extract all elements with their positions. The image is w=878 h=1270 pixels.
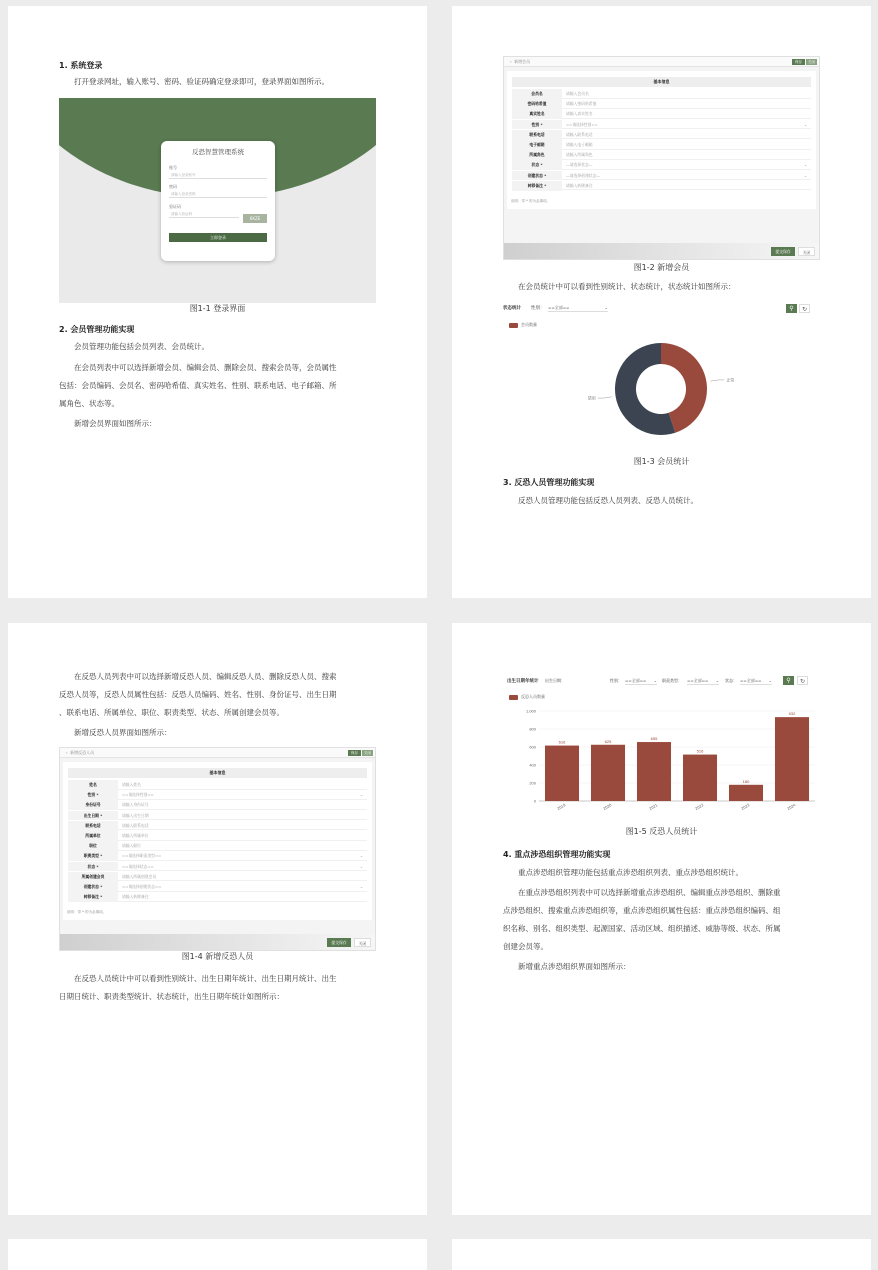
field-label: 创建状态 * — [68, 882, 118, 892]
pie-label: 正常 — [726, 377, 735, 383]
field-input[interactable]: 请输入身份证号 — [122, 802, 149, 808]
field-label: 职位 — [68, 841, 118, 851]
chevron-down-icon: ⌄ — [359, 863, 363, 869]
field-input[interactable]: 请输入转移备注 — [122, 894, 149, 900]
figure-caption: 图1-3 会员统计 — [633, 457, 690, 466]
paragraph: 在会员列表中可以选择新增会员、编辑会员、删除会员、搜索会员等，会员属性 — [74, 363, 337, 372]
y-tick-label: 0 — [533, 798, 536, 804]
section-heading-member: 2. 会员管理功能实现 — [59, 325, 135, 334]
filter-label: 性别： — [531, 306, 545, 311]
paragraph: 在反恐人员统计中可以看到性别统计、出生日期年统计、出生日期月统计、出生 — [74, 974, 337, 983]
bar — [683, 755, 717, 801]
field-label: 出生日期 * — [68, 811, 118, 821]
form-titlebar: ‹ 新增反恐人员 — [60, 748, 375, 758]
field-label: 转移备注 * — [512, 181, 562, 191]
figure-caption: 图1-2 新增会员 — [633, 263, 690, 272]
form-row — [512, 160, 811, 170]
chevron-down-icon: ⌄ — [803, 172, 807, 178]
data-label: 625 — [604, 738, 612, 744]
x-tick-label: 2022 — [694, 802, 705, 812]
document-page-4 — [452, 623, 871, 1215]
document-page-6 — [452, 1239, 871, 1270]
form-row — [512, 181, 811, 191]
search-icon[interactable]: ⚲ — [786, 304, 797, 313]
data-label: 655 — [650, 736, 658, 742]
paragraph: 反恐人员管理功能包括反恐人员列表、反恐人员统计。 — [518, 496, 698, 505]
search-icon[interactable]: ⚲ — [783, 676, 794, 685]
field-label: 会员名 — [512, 89, 562, 99]
field-label: 姓名 — [68, 780, 118, 790]
field-input[interactable]: 请输入密码哈希值 — [566, 101, 597, 107]
x-tick-label: 2024 — [786, 802, 797, 812]
chevron-down-icon: ⌄ — [803, 162, 807, 168]
field-input[interactable]: 请输入所属单位 — [122, 833, 149, 838]
field-input[interactable]: 请输入联系电话 — [566, 131, 593, 137]
chevron-down-icon: ⌄ — [715, 678, 719, 683]
password-input[interactable]: 请输入登录密码 — [169, 190, 267, 198]
close-button[interactable]: 关闭 — [808, 60, 815, 64]
paragraph: 重点涉恐组织管理功能包括重点涉恐组织列表、重点涉恐组织统计。 — [518, 868, 743, 877]
document-page-5 — [8, 1239, 427, 1270]
filter-label: 性别： — [610, 678, 622, 683]
gender-select[interactable] — [548, 305, 608, 312]
form-row — [68, 862, 367, 872]
bar — [591, 745, 625, 801]
submit-button[interactable]: 提交保存 — [771, 247, 795, 256]
bar — [775, 717, 809, 801]
section-heading-organization: 4. 重点涉恐组织管理功能实现 — [503, 850, 611, 859]
field-input[interactable]: —请选择状态— — [566, 162, 593, 168]
form-row — [512, 120, 811, 130]
password-label: 密码 — [169, 184, 177, 189]
chart-filter-title: 出生日期年统计 — [507, 679, 539, 684]
add-personnel-form-screenshot — [59, 747, 376, 951]
captcha-input[interactable]: 请输入验证码 — [169, 210, 239, 218]
login-screenshot — [59, 98, 376, 303]
field-label: 所属创建会员 — [68, 872, 118, 882]
section-heading-personnel: 3. 反恐人员管理功能实现 — [503, 478, 595, 487]
field-label: 职责类型 * — [68, 851, 118, 861]
duty-type-select[interactable] — [687, 678, 719, 685]
add-member-form-screenshot — [503, 56, 820, 260]
legend-label: 反恐人员数量 — [521, 694, 545, 699]
field-input[interactable]: ==请选择性别== — [566, 121, 598, 127]
data-label: 616 — [558, 739, 566, 745]
figure-caption: 图1-4 新增反恐人员 — [181, 952, 254, 961]
form-title: 新增反恐人员 — [70, 750, 95, 755]
paragraph: 包括：会员编码、会员名、密码哈希值、真实姓名、性别、联系电话、电子邮箱、所 — [59, 381, 337, 390]
paragraph: 属角色、状态等。 — [59, 399, 119, 408]
form-row — [512, 150, 811, 160]
filter-label: 状态： — [725, 678, 737, 683]
chevron-down-icon: ⌄ — [359, 884, 363, 889]
form-row — [68, 780, 367, 790]
chart-filter-title: 状态统计 — [503, 306, 521, 311]
member-status-chart — [503, 301, 820, 451]
x-tick-label: 2023 — [740, 802, 751, 812]
submit-button[interactable]: 提交保存 — [327, 938, 351, 947]
form-row — [512, 130, 811, 140]
captcha-image[interactable]: 6KZE — [243, 214, 267, 223]
field-label: 性别 * — [68, 790, 118, 800]
y-tick-label: 400 — [529, 762, 536, 768]
form-footer — [60, 934, 375, 950]
chart-legend — [509, 694, 545, 700]
y-tick-label: 200 — [529, 780, 536, 786]
form-row — [68, 872, 367, 882]
form-row — [68, 821, 367, 831]
form-section-header: 基本信息 — [512, 77, 811, 87]
paragraph: 会员管理功能包括会员列表、会员统计。 — [74, 342, 209, 351]
form-row — [512, 171, 811, 181]
account-input[interactable]: 请输入登录账号 — [169, 171, 267, 179]
pie-leader-line — [598, 397, 612, 398]
form-body — [507, 71, 816, 209]
bar-chart — [503, 703, 820, 823]
chevron-down-icon: ⌄ — [604, 305, 608, 310]
field-input[interactable]: 请输入电子邮箱 — [566, 142, 593, 147]
gender-select[interactable] — [625, 678, 657, 685]
paragraph: 反恐人员等，反恐人员属性包括：反恐人员编码、姓名、性别、身份证号、出生日期 — [59, 690, 337, 699]
field-input[interactable]: —请选择创建状态— — [566, 172, 601, 178]
field-label: 真实姓名 — [512, 109, 562, 119]
bar — [545, 746, 579, 801]
form-note: 说明：带 * 的为必填项。 — [67, 910, 106, 914]
field-label: 联系电话 — [512, 130, 562, 140]
document-page-1 — [8, 6, 427, 598]
data-label: 932 — [788, 711, 796, 717]
select-value: ==全部== — [687, 678, 709, 683]
document-page-2 — [452, 6, 871, 598]
refresh-icon[interactable]: ↻ — [797, 676, 808, 685]
chevron-down-icon: ⌄ — [653, 678, 657, 683]
legend-swatch — [509, 695, 518, 700]
field-label: 电子邮箱 — [512, 140, 562, 150]
field-label: 转移备注 * — [68, 892, 118, 902]
y-tick-label: 1,000 — [525, 708, 536, 714]
donut-chart — [503, 331, 820, 451]
field-input[interactable]: ==请选择创建状态== — [122, 884, 162, 889]
form-body — [63, 762, 372, 920]
chevron-down-icon: ⌄ — [359, 792, 363, 798]
field-input[interactable]: 请输入联系电话 — [122, 822, 149, 828]
field-label: 密码哈希值 — [512, 99, 562, 109]
data-label: 516 — [696, 748, 704, 754]
document-page-3 — [8, 623, 427, 1215]
field-input[interactable]: 请输入真实姓名 — [566, 111, 593, 117]
form-row — [68, 790, 367, 800]
pie-label: 禁用 — [587, 395, 596, 401]
account-label: 账号 — [169, 165, 177, 170]
field-input[interactable]: 请输入会员名 — [566, 91, 589, 96]
close-button[interactable]: 关闭 — [364, 751, 371, 755]
select-value: ==全部== — [740, 678, 762, 683]
paragraph: 在会员统计中可以看到性别统计、状态统计，状态统计如图所示： — [518, 282, 736, 291]
form-row — [68, 800, 367, 810]
login-card — [161, 141, 275, 261]
refresh-icon[interactable]: ↻ — [799, 304, 810, 313]
x-tick-label: 2019 — [556, 802, 567, 812]
y-tick-label: 600 — [529, 744, 536, 750]
form-footer — [504, 243, 819, 259]
gender-select-value: ==全部== — [548, 305, 570, 310]
captcha-label: 验证码 — [169, 204, 181, 209]
field-label: 状态 * — [68, 862, 118, 872]
form-row — [68, 892, 367, 902]
field-input[interactable]: 请输入所属角色 — [566, 152, 593, 158]
filter-label: 出生日期： — [545, 678, 565, 683]
pie-leader-line — [710, 380, 724, 381]
chart-legend — [509, 322, 537, 328]
paragraph: 在重点涉恐组织列表中可以选择新增重点涉恐组织、编辑重点涉恐组织、删除重 — [518, 888, 781, 897]
field-input[interactable]: 请输入转移备注 — [566, 182, 593, 188]
x-tick-label: 2020 — [602, 802, 613, 812]
form-row — [512, 99, 811, 109]
field-input[interactable]: 请输入出生日期 — [122, 812, 149, 818]
field-label: 所属单位 — [68, 831, 118, 841]
bar — [637, 742, 671, 801]
form-row — [68, 882, 367, 892]
field-label: 创建状态 * — [512, 171, 562, 181]
form-row — [68, 831, 367, 841]
form-row — [512, 140, 811, 150]
figure-caption: 图1-5 反恐人员统计 — [625, 827, 698, 836]
form-title: 新增会员 — [514, 59, 531, 64]
data-label: 180 — [742, 778, 750, 784]
login-button[interactable]: 立即登录 — [169, 233, 267, 242]
form-row — [68, 811, 367, 821]
paragraph: 创建会员等。 — [503, 942, 548, 951]
paragraph: 、联系电话、所属单位、职位、职责类型、状态、所属创建会员等。 — [59, 708, 284, 717]
form-note: 说明：带 * 的为必填项。 — [511, 199, 550, 203]
paragraph: 在反恐人员列表中可以选择新增反恐人员、编辑反恐人员、删除反恐人员、搜索 — [74, 672, 337, 681]
paragraph: 点涉恐组织、搜索重点涉恐组织等，重点涉恐组织属性包括：重点涉恐组织编码、组 — [503, 906, 781, 915]
field-input[interactable]: ==请选择状态== — [122, 863, 154, 869]
login-title: 反恐智慧管理系统 — [192, 148, 244, 156]
form-section-header: 基本信息 — [68, 768, 367, 778]
legend-label: 会员数量 — [521, 322, 537, 327]
x-tick-label: 2021 — [648, 802, 659, 812]
save-button[interactable]: 保存 — [792, 59, 805, 65]
paragraph: 新增重点涉恐组织界面如图所示： — [518, 962, 631, 971]
field-label: 状态 * — [512, 160, 562, 170]
field-input[interactable]: 请输入姓名 — [122, 782, 141, 787]
cancel-button[interactable]: 关闭 — [798, 247, 815, 256]
status-select[interactable] — [740, 678, 772, 685]
save-button[interactable]: 保存 — [348, 750, 361, 756]
field-input[interactable]: ==请选择性别== — [122, 792, 154, 798]
field-label: 性别 * — [512, 120, 562, 130]
field-input[interactable]: 请输入职位 — [122, 843, 141, 849]
paragraph: 日期日统计、职责类型统计、状态统计，出生日期年统计如图所示： — [59, 992, 284, 1001]
figure-caption: 图1-1 登录界面 — [189, 304, 246, 313]
field-label: 所属角色 — [512, 150, 562, 160]
field-input[interactable]: 请输入所属创建会员 — [122, 873, 157, 879]
form-row — [512, 109, 811, 119]
chevron-down-icon: ⌄ — [803, 121, 807, 127]
paragraph: 新增反恐人员界面如图所示： — [74, 728, 172, 737]
paragraph: 织名称、别名、组织类型、起源国家、活动区域、组织描述、威胁等级、状态、所属 — [503, 924, 781, 933]
section-heading-login: 1. 系统登录 — [59, 61, 103, 70]
bar — [729, 785, 763, 801]
birth-year-chart — [503, 673, 820, 823]
field-label: 联系电话 — [68, 821, 118, 831]
form-row — [68, 841, 367, 851]
cancel-button[interactable]: 关闭 — [354, 938, 371, 947]
filter-label: 职责类型： — [662, 678, 682, 683]
field-label: 身份证号 — [68, 800, 118, 810]
form-titlebar: ‹ 新增会员 — [504, 57, 819, 67]
chevron-down-icon: ⌄ — [768, 678, 772, 683]
form-row — [68, 851, 367, 861]
legend-swatch — [509, 323, 518, 328]
form-row — [512, 89, 811, 99]
paragraph: 打开登录网址，输入账号、密码、验证码确定登录即可，登录界面如图所示。 — [74, 77, 329, 86]
field-input[interactable]: ==请选择职责类型== — [122, 853, 162, 859]
y-tick-label: 800 — [529, 726, 536, 732]
select-value: ==全部== — [625, 678, 647, 683]
chevron-down-icon: ⌄ — [359, 853, 363, 859]
paragraph: 新增会员界面如图所示： — [74, 419, 157, 428]
